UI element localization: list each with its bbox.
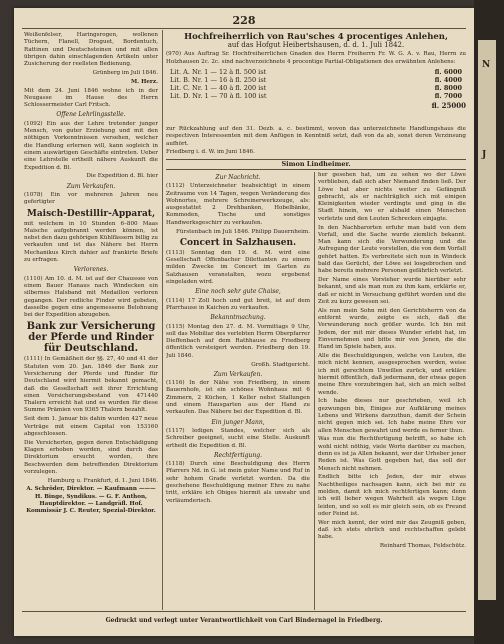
- section-heading: Ein junger Mann,: [211, 418, 265, 426]
- section-heading: Eine noch sehr gute Chaise,: [195, 288, 281, 296]
- announcement-block: [166, 32, 466, 124]
- table-cell: Lit. C. Nr. 1 — 40 à fl. 200 ist: [170, 83, 267, 92]
- ad-text: Als nun mein Sohn mit den Gerichtsherrn von da entfernt wurde, zeigte es sich, daß die Verwunderung noch größer wurde. Ich bin mit Jedem, der mit mir dieses Wunder erlebt hat, im Einvernehmen und bitte mir von Jenen, die die Hand im Spiele haben, aus.: [318, 307, 466, 351]
- ad-text: Alle die Beschuldigungen, welche von Leuten, die mich nicht kennen, ausgesprochen werden, weise ich mit gerechtem Unwillen zurück, und erkläre hiermit öffentlich, daß jedermann, der etwas gegen meine Ehre vorzubringen hat, sich an mich selbst wende.: [318, 353, 466, 396]
- page-number: 228: [232, 14, 256, 27]
- announcement-title: Hochfreiherrlich von Rau'sches 4 procentiges Anlehen,: [184, 32, 448, 42]
- announcement-text: (970) Aus Auftrag Sr. Hochfreiherrlichen Gnaden des Herrn Freiherrn Fr. W. G. A. v. Rau, Herrn zu Holzhausen 2c. 2c. sind nachverzeichnete 4 procentige Partial-Obligationen des erwähnten Anlehens:: [166, 51, 466, 65]
- announcement-subtitle: auf das Hofgut Heibertshausen, d. d. 1. Juli 1842.: [227, 41, 405, 49]
- ad-text: Mit dem 24. Juni 1846 wohne ich in der Neugasse im Hause des Herrn Schlossermeister Carl Fritsch.: [24, 87, 158, 109]
- imprint-footer: Gedruckt und verlegt unter Verantwortlichkeit von Carl Bindernagel in Friedberg.: [105, 617, 383, 624]
- announcement-text: zur Rückzahlung auf den 31. Dezb. a. c. bestimmt, wovon das unterzeichnete Handlungshaus die respectiven Interessenten mit dem Anfügen in Kenntniß setzt, daß von da ab, sonst deren Verzinsung aufhört.: [166, 126, 466, 147]
- table-cell: fl. 4000: [434, 75, 462, 84]
- ad-signature: Großh. Stadtgericht.: [251, 361, 310, 368]
- ad-text: Was nun die Rechtfertigung betrifft, so habe ich wohl nicht nöthig, viele Worte darüber zu machen, denn es ist ja Allen bekannt, wer der Urheber jener Reden ist. Was Gott gegeben hat, das soll der Mensch nicht nehmen.: [318, 436, 466, 472]
- section-heading: Zum Verkaufen.: [213, 370, 263, 378]
- column-right: [318, 172, 466, 612]
- section-heading: Zur Nachricht.: [215, 174, 261, 181]
- ad-signature: Fürstenbach im Juli 1846. Philipp Dauernheim.: [176, 228, 310, 235]
- ad-text: Seit dem 1. Januar bis dahin wurden 427 neue Verträge mit einem Capital von 153160 abgeschlossen.: [24, 416, 158, 437]
- edge-letter: N: [482, 60, 491, 70]
- footer-rule: [22, 611, 466, 612]
- table-cell: fl. 7000: [434, 91, 462, 100]
- ad-text: (1113) Sonntag den 19. d. M. wird eine Gesellschaft Offenbacher Dilettanten zu einem milden Zwecke im Concert im Garten zu Salzhausen veranstalten, wozu ergebenst eingeladen wird.: [166, 249, 310, 286]
- ad-text: Endlich bitte ich Jeden, der mir etwas Nachtheiliges nachsagen kann, sich bei mir zu melden, damit ich mich rechtfertigen kann; denn ich will lieber wegen Wahrheit als wegen Lüge leiden, und so soll es mir gleich sein, ob es Freund oder Feind ist.: [318, 474, 466, 517]
- announcement-firm: Simon Lindheimer.: [166, 159, 466, 170]
- header-rule: [22, 28, 466, 29]
- table-cell: Lit. B. Nr. 1 — 16 à fl. 250 ist: [170, 75, 267, 84]
- ad-signers: A. Schröder, Direktor. — Kaufmann ——— H. Binge, Syndikus. — G. F. Anthon, Hauptdirektor. — Landgräfl. Hof. Kommissär J. C. Reuter, Spezial-Direktor.: [26, 486, 156, 515]
- ad-text: her gesehen hat, um zu sehen wo der Löwe verblieben, daß sich aber Niemand finden ließ. Der Löwe hat aber nichts weiter zu Gefängniß gebracht, als er nachträglich sich mit einigen Kleinigkeiten wieder verdingte und ging in die Stadt hinein, wo er alsbald einen Menschen verletzte und den Leuten Schrecken einjagte.: [318, 172, 466, 222]
- ad-signature: Hamburg u. Frankfurt, d. 1. Juni 1846.: [47, 477, 158, 484]
- edge-letter: J: [482, 150, 487, 160]
- ad-text: mit welchem in 10 Stunden 6–800 Maas Maische aufgebrannt werden können, ist nebst den dazu gehörigen Kühlfässern billig zu verkaufen und ist das Nähere bei Herrn Mechanikus Kirch dahier auf frankirte Briefe zu erfragen.: [24, 220, 158, 264]
- ad-text: (1116) In der Nähe von Friedberg, in einem Bauernhofe, ist ein schönes Wohnhaus mit 6 Zimmern, 2 Küchen, 1 Keller nebst Stallungen und einem Hausgarten aus der Hand zu verkaufen. Das Nähere bei der Expedition d. Bl.: [166, 380, 310, 416]
- section-heading: Offene Lehrlingsstelle.: [56, 111, 126, 119]
- ad-text: (1110) Am 10. d. M. ist auf der Chaussee von einem Bauer Hanaus nach Windecken ein silbernes Halsband mit Medaillon verloren gegangen. Der redliche Finder wird gebeten, dasselbe gegen eine angemessene Belohnung bei der Expedition abzugeben.: [24, 275, 158, 319]
- announcement-date: Friedberg i. d. W. im Juni 1846.: [166, 149, 255, 156]
- ad-text: Der Name eines Vorsteher wurde hierüber sehr bekannt, und als man nun zu ihm kam, erklärte er, daß er nicht in Versuchung geführt worden und die Zeit zu kurz gewesen sei.: [318, 277, 466, 306]
- section-heading: Rechtfertigung.: [214, 451, 262, 459]
- adjacent-page-edge: [474, 0, 504, 644]
- ad-signature: Die Expedition d. Bl. hier: [86, 173, 158, 180]
- ad-text: (1115) Montag den 27. d. M. Vormittags 9 Uhr, soll das Mobiliar des verlebten Herrn Oberpfarrer Dieffenbach auf dem Rathhause zu Friedberg öffentlich versteigert werden. Friedberg den 19. Juli 1846.: [166, 323, 310, 359]
- table-row: [166, 76, 466, 84]
- ad-signature: Reinhard Thomas, Feldschütz.: [379, 543, 466, 550]
- table-row: [166, 84, 466, 92]
- column-rule: [314, 172, 315, 610]
- newspaper-page: [14, 8, 474, 636]
- ad-text: (1112) Unterzeichneter beabsichtigt in einem Zeitraume von 14 Tagen, wegen Veränderung des Wohnortes, mehrere Schreinerwerkzeuge, als: ausgestattet 2 Drehbanken, Hobelbänke, Kommoden, Tische und sonstiges Handwerksgeschirr zu verkaufen.: [166, 183, 310, 226]
- section-heading: Verlorenes.: [73, 266, 109, 274]
- ad-text: (1092) Ein aus der Lehre tretender junger Mensch, von guter Erziehung und mit den nöthigen Vorkenntnissen versehen, welcher die Handlung erlernen will, kann sogleich in einem auswärtigen Geschäfte eintreten. Ueber eine Lehrstelle ertheilt nähere Auskunft die Expedition d. Bl.: [24, 120, 158, 171]
- ad-text: (1078) Ein vor mehreren Jahren neu gefertigter: [24, 191, 158, 206]
- ad-text: (1117) ledigen Standes, welcher sich als Schreiber geeignet, sucht eine Stelle. Auskunft ertheilt die Expedition d. Bl.: [166, 427, 310, 449]
- ad-heading: Maisch-Destillir-Apparat,: [26, 208, 156, 219]
- ad-text: (1111) In Gemäßheit der §§. 27, 40 und 41 der Statuten vom 20. Jan. 1846 der Bank zur Versicherung der Pferde und Rinder für Deutschland wird hiermit bekannt gemacht, daß die Gesellschaft seit ihrer Errichtung einen Versicherungsbestand von 471440 Thalern erreicht hat und es wurden für diese Summe Prämien von 9365 Thalern bezahlt.: [24, 356, 158, 414]
- ad-signature: Grünberg im Juli 1846.: [92, 69, 158, 76]
- ad-text: (1118) Durch eine Beschuldigung des Herrn Pfarrers Nd. in G. ist mein guter Name und Ruf in sehr hohem Grade verletzt worden. Da die geschehene Beschuldigung meiner Ehre zu nahe tritt, erkläre ich Obiges hiermit als unwahr und verläumderisch.: [166, 461, 310, 504]
- section-heading: Zum Verkaufen.: [66, 182, 116, 190]
- table-cell: fl. 8000: [434, 83, 462, 92]
- column-rule: [162, 30, 163, 610]
- table-cell: fl. 6000: [434, 67, 462, 76]
- ad-text: Weißenfelser, Haringsrogen, wollenen Tüchern, Flanell, Droguet, Bordentuch, Rattinen und Deutschsteinen und mit allen übrigen dahin einschlagenden Artikeln unter Zusicherung der reellsten Bedienung.: [24, 32, 158, 68]
- ad-text: Ich habe dieses nur geschrieben, weil ich gezwungen bin, Einiges zur Aufklärung meines Lebens und Wirkens darzuthun, damit der Schein nicht gegen mich sei. Ich habe meine Ehre vor allen Menschen gewahrt und werde es ferner thun.: [318, 398, 466, 434]
- section-heading: Bekanntmachung.: [210, 314, 266, 322]
- announcement-block-lower: [166, 126, 466, 170]
- ad-text: Die Versicherten, gegen deren Entschädigung Klagen erhoben worden, sind durch das Direktorium ersucht worden, ihre Beschwerden dem betreffenden Direktorium vorzulegen.: [24, 439, 158, 475]
- table-row: [166, 92, 466, 100]
- table-cell: Lit. A. Nr. 1 — 12 à fl. 500 ist: [170, 67, 267, 76]
- ad-signature: M. Herz.: [130, 78, 158, 85]
- table-cell: Lit. D. Nr. 1 — 70 à fl. 100 ist: [170, 91, 267, 100]
- table-row: [166, 68, 466, 76]
- ad-text: (1114) 17 Zoll hoch und gut breit, ist auf dem Pfarrhause in Kaichen zu verkaufen.: [166, 297, 310, 311]
- ad-text: In den Nachbarorten erfuhr man bald von dem Vorfall, und die Sache wurde ziemlich bekannt. Man kann sich die Verwunderung und die Aufregung der Leute vorstellen, die von dem Vorfall gehört hatten. Es verbreitete sich nun in Windeck bald das Gerücht, der Löwe sei losgebrochen und habe bereits mehrere Personen gefährlich verletzt.: [318, 224, 466, 275]
- column-middle: [166, 172, 310, 612]
- total-sum: fl. 25000: [431, 100, 466, 110]
- ad-text: Wer mich kennt, der wird mir das Zeugniß geben, daß ich stets ehrlich und rechtschaffen gelebt habe.: [318, 519, 466, 541]
- obligation-table: [166, 68, 466, 100]
- adjacent-page-strip: [478, 40, 496, 600]
- ad-heading: Bank zur Versicherung der Pferde und Rinder für Deutschland.: [26, 321, 156, 355]
- ad-heading: Concert in Salzhausen.: [179, 237, 297, 248]
- column-left: [24, 32, 158, 612]
